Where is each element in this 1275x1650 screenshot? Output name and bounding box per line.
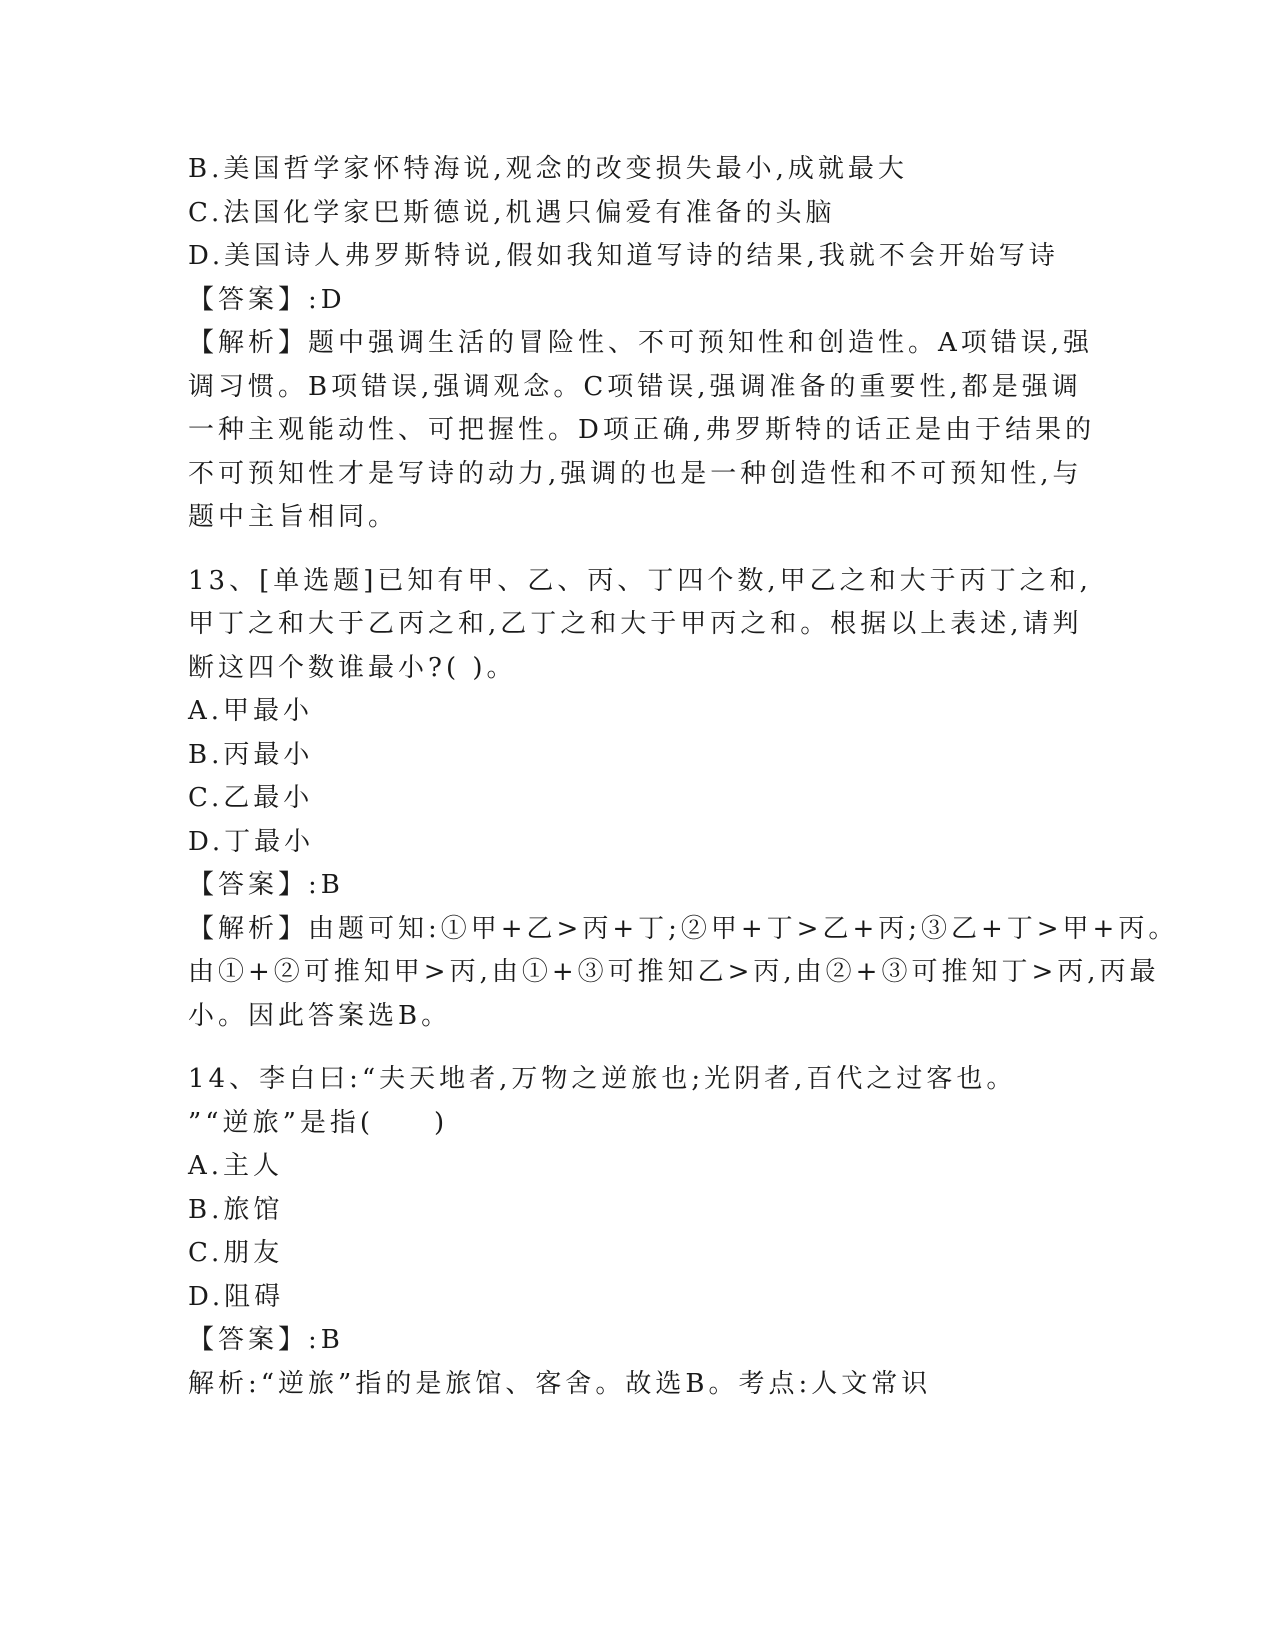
analysis-line: 小。因此答案选B。	[188, 1000, 452, 1031]
option-d: D.丁最小	[188, 826, 315, 857]
question-stem-line: 13、[单选题]已知有甲、乙、丙、丁四个数,甲乙之和大于丙丁之和,	[188, 565, 1092, 596]
option-b: B.丙最小	[188, 739, 314, 770]
document-content	[188, 148, 1179, 1406]
answer-line: 【答案】:B	[188, 870, 344, 900]
option-d: D.阻碍	[188, 1281, 285, 1312]
option-a: A.主人	[188, 1151, 284, 1181]
analysis-line: 解析:“逆旅”指的是旅馆、客舍。故选B。考点:人文常识	[188, 1368, 932, 1399]
option-c: C.法国化学家巴斯德说,机遇只偏爱有准备的头脑	[188, 197, 836, 228]
question-14	[188, 1058, 1088, 1406]
analysis-line: 【解析】题中强调生活的冒险性、不可预知性和创造性。A项错误,强	[188, 328, 1094, 358]
analysis-line: 调习惯。B项错误,强调观念。C项错误,强调准备的重要性,都是强调	[188, 371, 1082, 402]
analysis-line: 题中主旨相同。	[188, 502, 399, 532]
question-stem-line: 14、李白曰:“夫天地者,万物之逆旅也;光阴者,百代之过客也。	[188, 1064, 1017, 1094]
question-13	[188, 560, 1179, 1039]
option-c: C.乙最小	[188, 783, 314, 813]
question-stem-line: ”“逆旅”是指( )	[188, 1107, 449, 1138]
section-gap	[188, 540, 1088, 560]
option-d: D.美国诗人弗罗斯特说,假如我知道写诗的结果,我就不会开始写诗	[188, 241, 1059, 271]
analysis-line: 由①+②可推知甲>丙,由①+③可推知乙>丙,由②+③可推知丁>丙,丙最	[188, 957, 1160, 987]
option-b: B.旅馆	[188, 1194, 284, 1225]
question-stem-line: 甲丁之和大于乙丙之和,乙丁之和大于甲丙之和。根据以上表述,请判	[188, 609, 1083, 639]
option-b: B.美国哲学家怀特海说,观念的改变损失最小,成就最大	[188, 154, 908, 184]
option-a: A.甲最小	[188, 696, 314, 726]
analysis-line: 一种主观能动性、可把握性。D项正确,弗罗斯特的话正是由于结果的	[188, 415, 1096, 445]
answer-line: 【答案】:D	[188, 284, 346, 315]
question-12-tail	[188, 148, 1096, 540]
analysis-line: 不可预知性才是写诗的动力,强调的也是一种创造性和不可预知性,与	[188, 458, 1083, 489]
option-c: C.朋友	[188, 1238, 284, 1268]
answer-line: 【答案】:B	[188, 1325, 344, 1355]
question-stem-line: 断这四个数谁最小?( )。	[188, 652, 517, 683]
analysis-line: 【解析】由题可知:①甲+乙>丙+丁;②甲+丁>乙+丙;③乙+丁>甲+丙。	[188, 913, 1179, 944]
section-gap	[188, 1038, 1088, 1058]
